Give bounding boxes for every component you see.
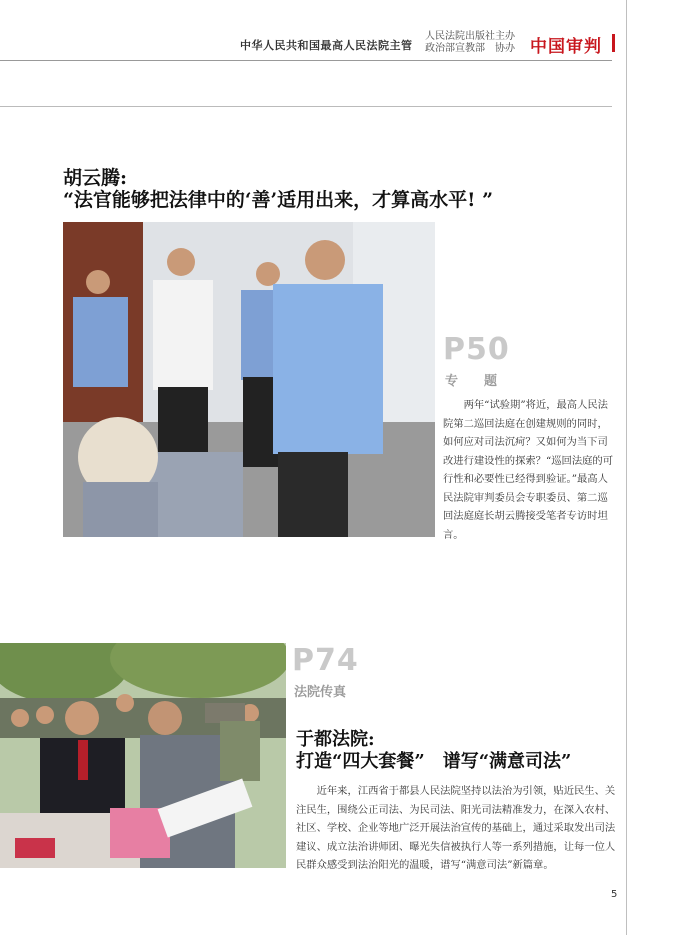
article1-section-label: 专 题: [445, 374, 498, 389]
page-number: 5: [611, 889, 618, 900]
header-sponsor: 中华人民共和国最高人民法院主管: [240, 39, 413, 52]
article1-page-ref: P50: [443, 332, 510, 367]
header-org-line1: 人民法院出版社主办: [425, 31, 515, 42]
article2-title: [296, 729, 571, 773]
article2-photo: [0, 643, 286, 868]
page-header: [0, 30, 620, 60]
article1-body: 两年“试验期”将近，最高人民法院第二巡回法庭在创建规则的同时，如何应对司法沉疴？又如何为当下司改进行建设性的探索？“巡回法庭的可行性和必要性已经得到验证。”最高人民法院审判委员会专职委员、第二巡回法庭庭长胡云腾接受笔者专访时坦言。: [443, 399, 614, 541]
header-organizers: [425, 31, 515, 55]
article1-photo-illustration: [63, 222, 435, 537]
article2-body: 近年来，江西省于都县人民法院坚持以法治为引领，贴近民生、关注民生，围绕公正司法、为民司法、阳光司法精准发力，在深入农村、社区、学校、企业等地广泛开展法治宣传的基础上，通过采取发出司法建议、成立法治讲师团、曝光失信被执行人等一系列措施，让每一位人民群众感受到法治阳光的温暖，谱写“满意司法”新篇章。: [296, 785, 616, 871]
section-divider: [0, 106, 612, 107]
magazine-logo: 中国审判: [530, 37, 602, 57]
article2-title-line2: 打造“四大套餐” 谱写“满意司法”: [296, 751, 572, 772]
article1-photo: [63, 222, 435, 537]
article2-page-ref: P74: [292, 643, 359, 678]
logo-accent-bar: [612, 34, 615, 52]
article2-section-label: 法院传真: [294, 685, 347, 700]
article2-photo-illustration: [0, 643, 286, 868]
page-edge-rule: [626, 0, 627, 935]
article2-title-line1: 于都法院:: [296, 729, 375, 750]
article1-title-line1: 胡云腾:: [63, 167, 128, 189]
article1-title: [63, 167, 493, 211]
article1-title-line2: “法官能够把法律中的‘善’适用出来，才算高水平! ”: [63, 189, 494, 211]
header-org-line2: 政治部宣教部 协办: [425, 43, 515, 54]
header-divider: [0, 60, 612, 61]
